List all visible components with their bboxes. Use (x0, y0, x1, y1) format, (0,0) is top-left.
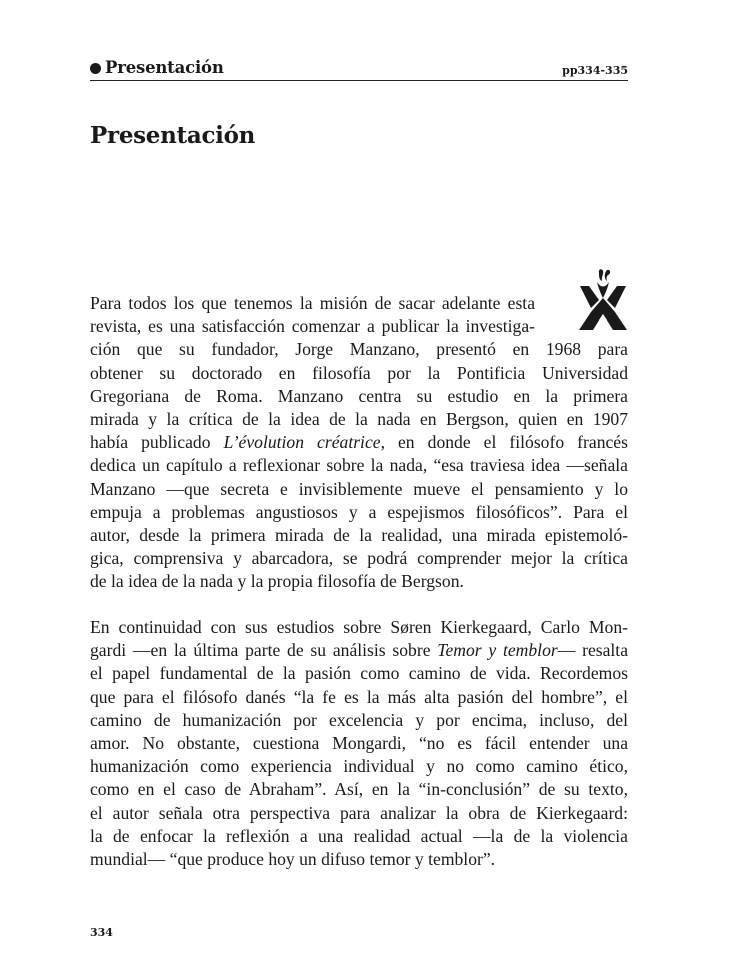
text-line (90, 639, 628, 662)
text-line: humanización como experiencia individual y no como camino ético, (90, 756, 628, 777)
bullet-dot-icon (90, 63, 101, 74)
text-line: el autor señala otra perspectiva para analizar la obra de Kierkegaard: (90, 802, 628, 823)
text-line: En continuidad con sus estudios sobre Søren Kierkegaard, Carlo Mon- (90, 617, 628, 637)
text-line: autor, desde la primera mirada de la realidad, una mirada epistemoló- (90, 524, 628, 545)
paragraph-introduction (90, 292, 628, 593)
page-title: Presentación (90, 122, 256, 149)
book-title-italic: L’évolution créatrice (223, 432, 381, 453)
text-line: dedica un capítulo a reflexionar sobre la nada, “esa traviesa idea —señala (90, 455, 628, 476)
text-line: empuja a problemas angustiosos y a espejismos filosóficos”. Para el (90, 501, 628, 522)
text-line: que para el filósofo danés “la fe es la más alta pasión del hombre”, el (90, 686, 628, 707)
text-segment: gardi —en la última parte de su análisis sobre (90, 640, 431, 661)
text-line: Manzano —que secreta e invisiblemente mueve el pensamiento y lo (90, 478, 628, 499)
text-segment: , en donde el filósofo francés (380, 432, 628, 453)
paragraph-continuity (90, 616, 628, 871)
header-page-range: pp334-335 (562, 64, 628, 77)
text-segment: — resalta (557, 640, 628, 661)
text-line: camino de humanización por excelencia y por encima, incluso, del (90, 709, 628, 730)
text-segment: había publicado (90, 432, 211, 453)
text-line (90, 431, 628, 454)
text-line: obtener su doctorado en filosofía por la Pontificia Universidad (90, 362, 628, 383)
text-line: Gregoriana de Roma. Manzano centra su estudio en la primera (90, 385, 628, 406)
header-section-title: Presentación (105, 58, 224, 77)
text-line: como en el caso de Abraham”. Así, en la “in-conclusión” de su texto, (90, 779, 628, 800)
text-line: revista, es una satisfacción comenzar a publicar la investiga- (90, 316, 535, 337)
text-line: gica, comprensiva y abarcadora, se podrá comprender mejor la crítica (90, 548, 628, 569)
running-header (90, 58, 628, 81)
text-line: mirada y la crítica de la idea de la nada en Bergson, quien en 1907 (90, 408, 628, 429)
text-line: la de enfocar la reflexión a una realidad actual —la de la violencia (90, 825, 628, 846)
text-line: de la idea de la nada y la propia filosofía de Bergson. (90, 571, 464, 592)
text-line: mundial— “que produce hoy un difuso temor y temblor”. (90, 848, 496, 869)
page-number: 334 (90, 926, 113, 939)
text-line: ción que su fundador, Jorge Manzano, presentó en 1968 para (90, 339, 628, 360)
book-title-italic: Temor y temblor (437, 640, 558, 661)
text-line: amor. No obstante, cuestiona Mongardi, “no es fácil entender una (90, 732, 628, 753)
text-line: Para todos los que tenemos la misión de sacar adelante esta (90, 293, 535, 313)
text-line: el papel fundamental de la pasión como camino de vida. Recordemos (90, 663, 628, 684)
